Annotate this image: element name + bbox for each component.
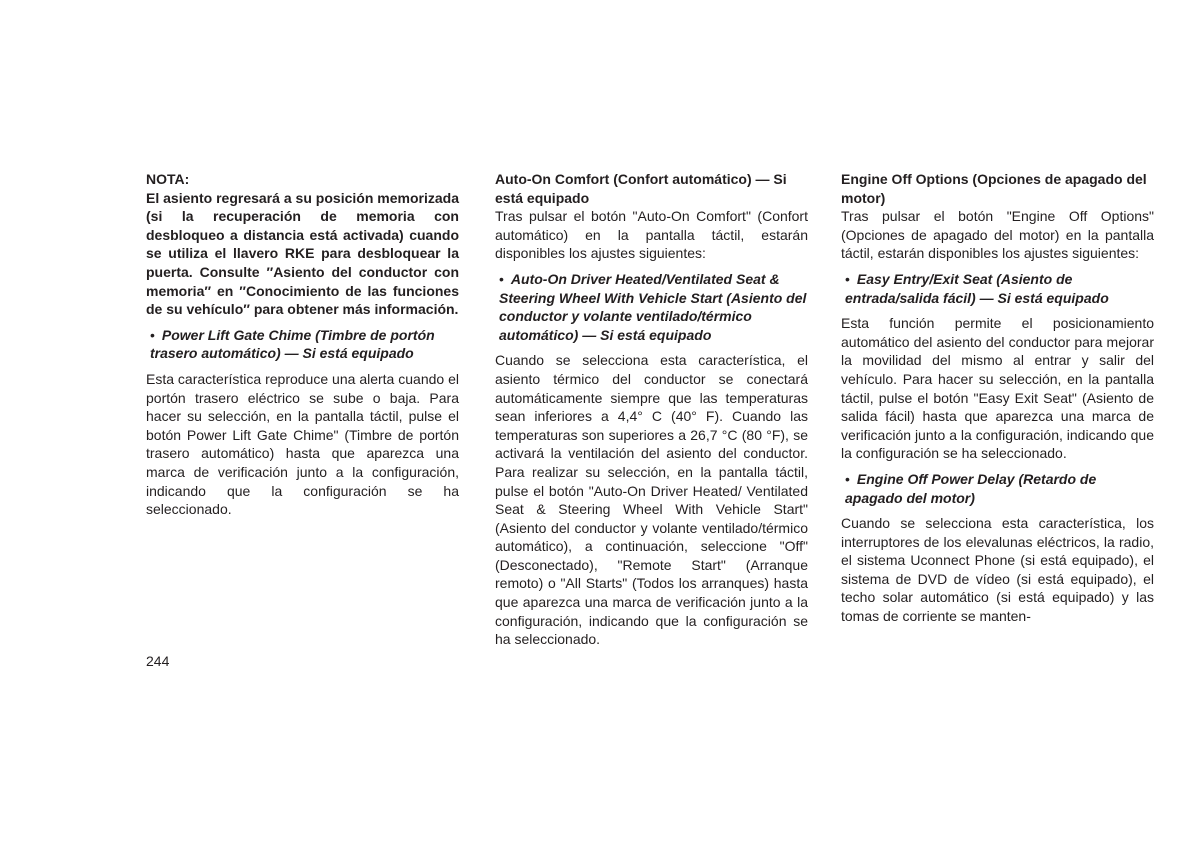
bullet-heading-easy-entry-exit-seat [841,270,1154,307]
column-right [841,170,1154,626]
note-text: El asiento regresará a su posición memorizada (si la recuperación de memoria con desbloqueo a distancia está activada) cuando se utiliza el llavero RKE para desbloquear la puerta. Consulte ″Asiento del conductor con memoria″ en ″Conocimiento de las funciones de su vehículo″ para obtener más información. [146,189,459,318]
bullet-body-engine-off-power-delay: Cuando se selecciona esta característica, los interruptores de los elevalunas eléctricos, la radio, el sistema Uconnect Phone (si está equipado), el sistema de DVD de vídeo (si está equipado), el techo solar automático (si está equipado) y las tomas de corriente se manten- [841,515,1154,625]
bullet-heading-power-lift-gate-chime [146,326,459,363]
section-intro-engine-off-options: Tras pulsar el botón "Engine Off Options" (Opciones de apagado del motor) en la pantalla táctil, estarán disponibles los ajustes siguientes: [841,208,1154,262]
bullet-body-auto-on-driver-seat: Cuando se selecciona esta característica, el asiento térmico del conductor se conectará automáticamente siempre que las temperaturas sean inferiores a 4,4° C (40° F). Cuando las temperaturas son superiores a 26,7 °C (80 °F), se activará la ventilación del asiento del conductor. Para realizar su selección, en la pantalla táctil, pulse el botón "Auto-On Driver Heated/ Ventilated Seat & Steering Wheel With Vehicle Start" (Asiento del conductor y volante ventilado/térmico automático), a continuación, seleccione "Off" (Desconectado), "Remote Start" (Arranque remoto) o "All Starts" (Todos los arranques) hasta que aparezca una marca de verificación junto a la configuración, indicando que la configuración se ha seleccionado. [495,352,808,648]
bullet-icon: • [845,470,850,487]
bullet-icon: • [499,270,504,287]
column-left [146,170,459,519]
bullet-icon: • [845,270,850,287]
bullet-title: Power Lift Gate Chime (Timbre de portón trasero automático) — Si está equipado [150,326,435,362]
bullet-icon: • [150,326,155,343]
bullet-title: Engine Off Power Delay (Retardo de apagado del motor) [845,470,1097,506]
section-heading-engine-off-options: Engine Off Options (Opciones de apagado del motor) [841,171,1147,206]
bullet-body-easy-entry-exit-seat: Esta función permite el posicionamiento automático del asiento del conductor para mejorar la movilidad del mismo al entrar y salir del vehículo. Para hacer su selección, en la pantalla táctil, pulse el botón "Easy Exit Seat" (Asiento de salida fácil) hasta que aparezca una marca de verificación junto a la configuración, indicando que la configuración se ha seleccionado. [841,315,1154,462]
page-number: 244 [146,653,170,669]
bullet-heading-auto-on-driver-seat [495,270,808,344]
section-intro-auto-on-comfort: Tras pulsar el botón "Auto-On Comfort" (Confort automático) en la pantalla táctil, estarán disponibles los ajustes siguientes: [495,208,808,262]
bullet-body-power-lift-gate-chime: Esta característica reproduce una alerta cuando el portón trasero eléctrico se sube o baja. Para hacer su selección, en la pantalla táctil, pulse el botón Power Lift Gate Chime" (Timbre de portón trasero automático) hasta que aparezca una marca de verificación junto a la configuración, indicando que la configuración se ha seleccionado. [146,370,459,518]
bullet-title: Auto-On Driver Heated/Ventilated Seat & Steering Wheel With Vehicle Start (Asiento del conductor y volante ventilado/térmico automático) — Si está equipado [499,270,807,343]
section-heading-auto-on-comfort: Auto-On Comfort (Confort automático) — Si está equipado [495,171,787,206]
note-heading: NOTA: [146,171,190,187]
bullet-heading-engine-off-power-delay [841,470,1154,507]
column-middle [495,170,808,649]
bullet-title: Easy Entry/Exit Seat (Asiento de entrada/salida fácil) — Si está equipado [845,270,1109,306]
